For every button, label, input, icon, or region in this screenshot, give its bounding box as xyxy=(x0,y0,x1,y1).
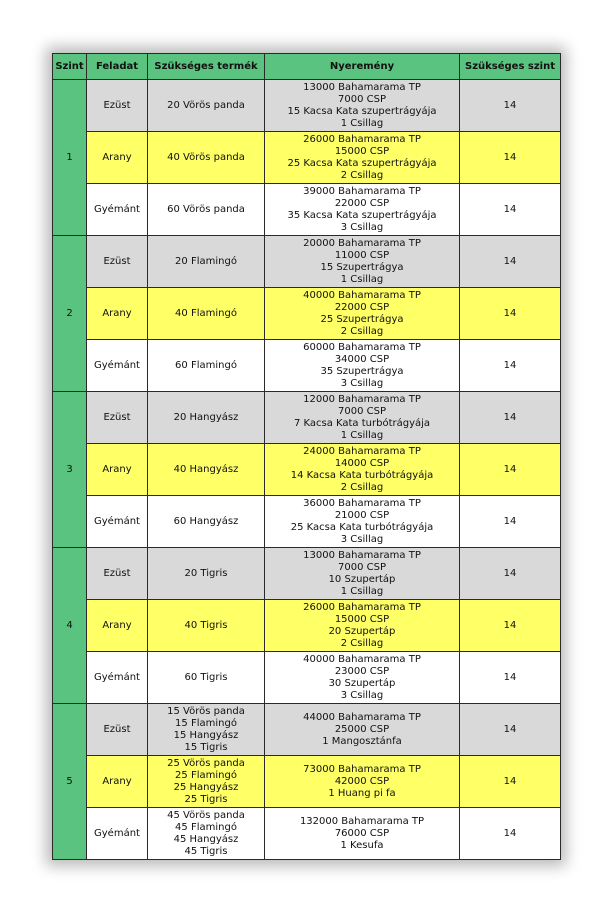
rewards-line: 25 Kacsa Kata turbótrágyája xyxy=(290,521,434,533)
required-products-line: 40 Hangyász xyxy=(173,463,239,475)
task-tier: Gyémánt xyxy=(87,652,148,704)
level-number: 5 xyxy=(53,704,87,860)
rewards xyxy=(265,756,460,808)
rewards-line: 25 Szupertrágya xyxy=(320,313,404,325)
table-row xyxy=(53,756,561,808)
task-tier: Arany xyxy=(87,600,148,652)
task-tier: Ezüst xyxy=(87,392,148,444)
table-row xyxy=(53,236,561,288)
rewards-line: 36000 Bahamarama TP xyxy=(303,497,421,509)
required-products xyxy=(148,288,265,340)
table-row xyxy=(53,808,561,860)
rewards xyxy=(265,80,460,132)
required-level: 14 xyxy=(460,496,561,548)
required-level: 14 xyxy=(460,444,561,496)
rewards-line: 10 Szupertáp xyxy=(328,573,396,585)
table-row xyxy=(53,184,561,236)
rewards-line: 26000 Bahamarama TP xyxy=(303,133,421,145)
required-level: 14 xyxy=(460,236,561,288)
required-products xyxy=(148,392,265,444)
required-products xyxy=(148,808,265,860)
task-tier: Gyémánt xyxy=(87,340,148,392)
rewards xyxy=(265,132,460,184)
rewards xyxy=(265,496,460,548)
rewards-line: 20000 Bahamarama TP xyxy=(303,237,421,249)
required-products-line: 25 Vörös panda xyxy=(167,757,245,769)
rewards xyxy=(265,236,460,288)
required-products-line: 45 Flamingó xyxy=(175,821,237,833)
rewards-line: 2 Csillag xyxy=(340,637,384,649)
rewards-line: 1 Csillag xyxy=(340,585,384,597)
required-products-line: 45 Hangyász xyxy=(173,833,239,845)
rewards-line: 44000 Bahamarama TP xyxy=(303,711,421,723)
rewards-line: 22000 CSP xyxy=(334,301,390,313)
rewards-line: 25 Kacsa Kata szupertrágyája xyxy=(287,157,437,169)
rewards-line: 15 Szupertrágya xyxy=(320,261,404,273)
rewards xyxy=(265,600,460,652)
rewards-line: 7000 CSP xyxy=(338,561,386,573)
required-products xyxy=(148,236,265,288)
required-products xyxy=(148,548,265,600)
table-row xyxy=(53,444,561,496)
required-products-line: 60 Hangyász xyxy=(173,515,239,527)
required-products-line: 40 Flamingó xyxy=(175,307,237,319)
rewards-line: 30 Szupertáp xyxy=(328,677,396,689)
rewards-line: 132000 Bahamarama TP xyxy=(299,815,425,827)
rewards-line: 3 Csillag xyxy=(340,533,384,545)
required-products-line: 20 Vörös panda xyxy=(167,99,245,111)
required-level: 14 xyxy=(460,548,561,600)
rewards-line: 15000 CSP xyxy=(334,613,390,625)
rewards-line: 3 Csillag xyxy=(340,221,384,233)
header-szukseges-szint: Szükséges szint xyxy=(460,54,561,80)
table-row xyxy=(53,132,561,184)
required-products xyxy=(148,704,265,756)
required-products xyxy=(148,80,265,132)
required-products-line: 15 Vörös panda xyxy=(167,705,245,717)
task-tier: Arany xyxy=(87,756,148,808)
required-products xyxy=(148,496,265,548)
required-products-line: 60 Vörös panda xyxy=(167,203,245,215)
task-tier: Ezüst xyxy=(87,548,148,600)
table-row xyxy=(53,600,561,652)
table-row xyxy=(53,496,561,548)
task-tier: Arany xyxy=(87,132,148,184)
rewards-line: 39000 Bahamarama TP xyxy=(303,185,421,197)
table-row xyxy=(53,288,561,340)
required-products-line: 40 Vörös panda xyxy=(167,151,245,163)
table-row xyxy=(53,80,561,132)
header-szint: Szint xyxy=(53,54,87,80)
required-products-line: 45 Tigris xyxy=(184,845,228,857)
level-number: 4 xyxy=(53,548,87,704)
rewards-line: 22000 CSP xyxy=(334,197,390,209)
rewards-line: 21000 CSP xyxy=(334,509,390,521)
rewards xyxy=(265,808,460,860)
rewards-line: 24000 Bahamarama TP xyxy=(303,445,421,457)
required-level: 14 xyxy=(460,184,561,236)
rewards xyxy=(265,548,460,600)
required-products xyxy=(148,756,265,808)
rewards xyxy=(265,704,460,756)
rewards-line: 14000 CSP xyxy=(334,457,390,469)
required-products-line: 20 Hangyász xyxy=(173,411,239,423)
rewards-table-container xyxy=(52,53,560,860)
rewards xyxy=(265,392,460,444)
task-tier: Gyémánt xyxy=(87,808,148,860)
required-products xyxy=(148,340,265,392)
required-products xyxy=(148,132,265,184)
rewards-line: 1 Csillag xyxy=(340,273,384,285)
task-tier: Gyémánt xyxy=(87,184,148,236)
required-level: 14 xyxy=(460,132,561,184)
required-products-line: 25 Hangyász xyxy=(173,781,239,793)
rewards-line: 3 Csillag xyxy=(340,689,384,701)
rewards-line: 7000 CSP xyxy=(338,93,386,105)
header-nyeremeny: Nyeremény xyxy=(265,54,460,80)
required-products-line: 40 Tigris xyxy=(184,619,228,631)
table-row xyxy=(53,652,561,704)
rewards-line: 40000 Bahamarama TP xyxy=(303,289,421,301)
rewards-line: 3 Csillag xyxy=(340,377,384,389)
rewards-line: 1 Csillag xyxy=(340,117,384,129)
level-number: 1 xyxy=(53,80,87,236)
rewards xyxy=(265,288,460,340)
table-row xyxy=(53,704,561,756)
task-tier: Ezüst xyxy=(87,704,148,756)
rewards-line: 26000 Bahamarama TP xyxy=(303,601,421,613)
table-row xyxy=(53,340,561,392)
required-products-line: 15 Tigris xyxy=(184,741,228,753)
required-level: 14 xyxy=(460,392,561,444)
required-products-line: 20 Flamingó xyxy=(175,255,237,267)
rewards-line: 60000 Bahamarama TP xyxy=(303,341,421,353)
rewards xyxy=(265,340,460,392)
task-tier: Gyémánt xyxy=(87,496,148,548)
required-products-line: 25 Tigris xyxy=(184,793,228,805)
rewards-line: 1 Mangosztánfa xyxy=(322,735,402,747)
rewards xyxy=(265,444,460,496)
rewards-line: 23000 CSP xyxy=(334,665,390,677)
required-products-line: 15 Hangyász xyxy=(173,729,239,741)
rewards-line: 1 Kesufa xyxy=(340,839,384,851)
rewards-line: 14 Kacsa Kata turbótrágyája xyxy=(290,469,434,481)
task-tier: Arany xyxy=(87,288,148,340)
rewards-line: 1 Huang pi fa xyxy=(328,787,396,799)
required-products-line: 60 Flamingó xyxy=(175,359,237,371)
rewards-line: 35 Kacsa Kata szupertrágyája xyxy=(287,209,437,221)
rewards-table xyxy=(52,53,561,860)
header-row xyxy=(53,54,561,80)
rewards-line: 20 Szupertáp xyxy=(328,625,396,637)
rewards-line: 40000 Bahamarama TP xyxy=(303,653,421,665)
task-tier: Ezüst xyxy=(87,236,148,288)
level-number: 2 xyxy=(53,236,87,392)
rewards-line: 34000 CSP xyxy=(334,353,390,365)
rewards-line: 15000 CSP xyxy=(334,145,390,157)
required-level: 14 xyxy=(460,80,561,132)
rewards xyxy=(265,184,460,236)
header-feladat: Feladat xyxy=(87,54,148,80)
required-products xyxy=(148,184,265,236)
required-products xyxy=(148,444,265,496)
required-level: 14 xyxy=(460,808,561,860)
rewards-line: 15 Kacsa Kata szupertrágyája xyxy=(287,105,437,117)
rewards-line: 12000 Bahamarama TP xyxy=(303,393,421,405)
rewards-line: 7 Kacsa Kata turbótrágyája xyxy=(293,417,431,429)
rewards-line: 13000 Bahamarama TP xyxy=(303,549,421,561)
required-products-line: 20 Tigris xyxy=(184,567,228,579)
table-body xyxy=(53,80,561,860)
required-products-line: 60 Tigris xyxy=(184,671,228,683)
rewards-line: 7000 CSP xyxy=(338,405,386,417)
required-products-line: 45 Vörös panda xyxy=(167,809,245,821)
rewards-line: 35 Szupertrágya xyxy=(320,365,404,377)
table-row xyxy=(53,548,561,600)
required-products xyxy=(148,652,265,704)
rewards xyxy=(265,652,460,704)
required-products-line: 15 Flamingó xyxy=(175,717,237,729)
rewards-line: 76000 CSP xyxy=(334,827,390,839)
level-number: 3 xyxy=(53,392,87,548)
rewards-line: 13000 Bahamarama TP xyxy=(303,81,421,93)
required-level: 14 xyxy=(460,600,561,652)
required-level: 14 xyxy=(460,340,561,392)
required-level: 14 xyxy=(460,288,561,340)
required-products xyxy=(148,600,265,652)
required-level: 14 xyxy=(460,704,561,756)
table-row xyxy=(53,392,561,444)
required-level: 14 xyxy=(460,756,561,808)
rewards-line: 11000 CSP xyxy=(334,249,390,261)
required-products-line: 25 Flamingó xyxy=(175,769,237,781)
task-tier: Ezüst xyxy=(87,80,148,132)
rewards-line: 73000 Bahamarama TP xyxy=(303,763,421,775)
rewards-line: 2 Csillag xyxy=(340,325,384,337)
rewards-line: 2 Csillag xyxy=(340,169,384,181)
required-level: 14 xyxy=(460,652,561,704)
rewards-line: 2 Csillag xyxy=(340,481,384,493)
header-termek: Szükséges termék xyxy=(148,54,265,80)
rewards-line: 25000 CSP xyxy=(334,723,390,735)
rewards-line: 1 Csillag xyxy=(340,429,384,441)
task-tier: Arany xyxy=(87,444,148,496)
rewards-line: 42000 CSP xyxy=(334,775,390,787)
